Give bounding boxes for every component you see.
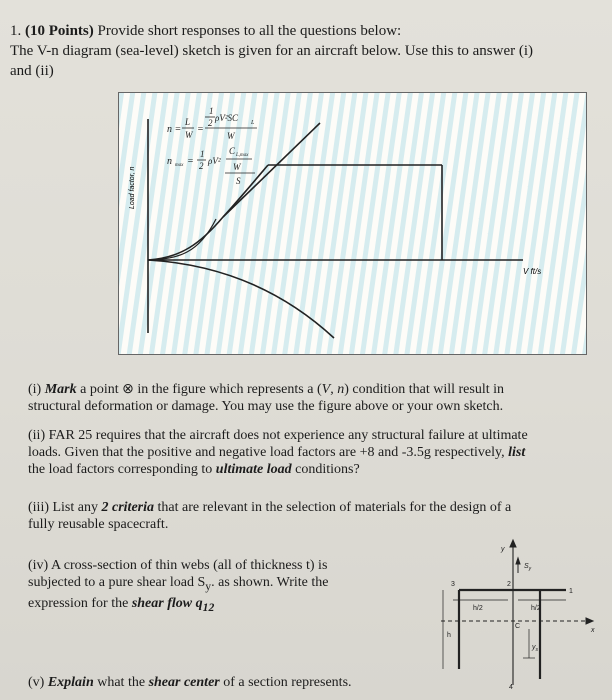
svg-text:n =: n = [167,124,182,135]
cs-label-2: 2 [507,581,511,588]
cs-label-sy: $S_y$ [524,563,532,572]
svg-text:1: 1 [200,149,205,159]
svg-text:1: 1 [209,106,214,116]
svg-text:L: L [251,120,255,126]
cs-y-arrowhead [510,540,516,547]
cs-label-4: 4 [509,684,513,691]
vn-diagram-svg [119,93,586,354]
cs-label-1: 1 [569,588,573,595]
cs-label-3: 3 [451,581,455,588]
cs-label-ys: $y_s$ [532,644,538,653]
svg-text:n: n [167,156,172,167]
x-axis-label: V ft/s [523,267,542,276]
svg-text:ρV²SC: ρV²SC [215,113,239,123]
points-label: (10 Points) [25,23,94,39]
sy-arrowhead [516,558,520,564]
svg-text:W: W [227,131,235,141]
cs-label-x: x [591,627,595,634]
question-header-line-1: 1. (10 Points) Provide short responses to all the questions below: [10,23,402,39]
question-iii: (iii) List any 2 criteria that are relevant in the selection of materials for the design of a fully reusable spacecraft. [28,500,512,532]
vn-diagram[interactable] [118,92,587,355]
cs-x-arrowhead [586,618,593,624]
cs-label-h2-right: h/2 [531,605,541,612]
question-header-line-3: and (ii) [10,63,54,79]
svg-text:S: S [236,176,241,186]
cs-label-h2-left: h/2 [473,605,483,612]
question-i: (i) Mark a point ⊗ in the figure which represents a (V, n) condition that will result in structural deformation or damage. You may use the figure above or your own sketch. [28,382,504,414]
question-ii: (ii) FAR 25 requires that the aircraft does not experience any structural failure at ultimate loads. Given that the positive and negative load factors are +8 and -3.5g respectively, list the load factors corresponding to ultimate load conditions? [28,428,528,477]
svg-text:C: C [229,146,236,156]
svg-text:L: L [185,117,191,127]
cs-label-h: h [447,632,451,639]
cs-label-y: y [501,546,505,553]
svg-text:W: W [185,130,193,140]
y-axis-label: Load factor, n [129,166,136,209]
svg-text:max: max [175,163,184,168]
svg-text:2: 2 [199,161,204,171]
cs-label-c: C [515,623,521,630]
svg-text:2: 2 [208,118,213,128]
question-header-line-2: The V-n diagram (sea-level) sketch is given for an aircraft below. Use this to answer (i) [10,43,534,59]
svg-text:=: = [197,124,204,135]
svg-text:W: W [233,162,241,172]
svg-text:L,max: L,max [236,153,249,158]
question-v: (v) Explain what the shear center of a section represents. [28,675,352,690]
svg-text:=: = [187,156,194,167]
cross-section-diagram [431,537,602,695]
question-iv: (iv) A cross-section of thin webs (all of thickness t) is subjected to a pure shear load $S_y$. as shown. Write the expression for the shear flow $q_{12}$ [28,558,329,614]
svg-text:ρV²: ρV² [208,156,221,166]
